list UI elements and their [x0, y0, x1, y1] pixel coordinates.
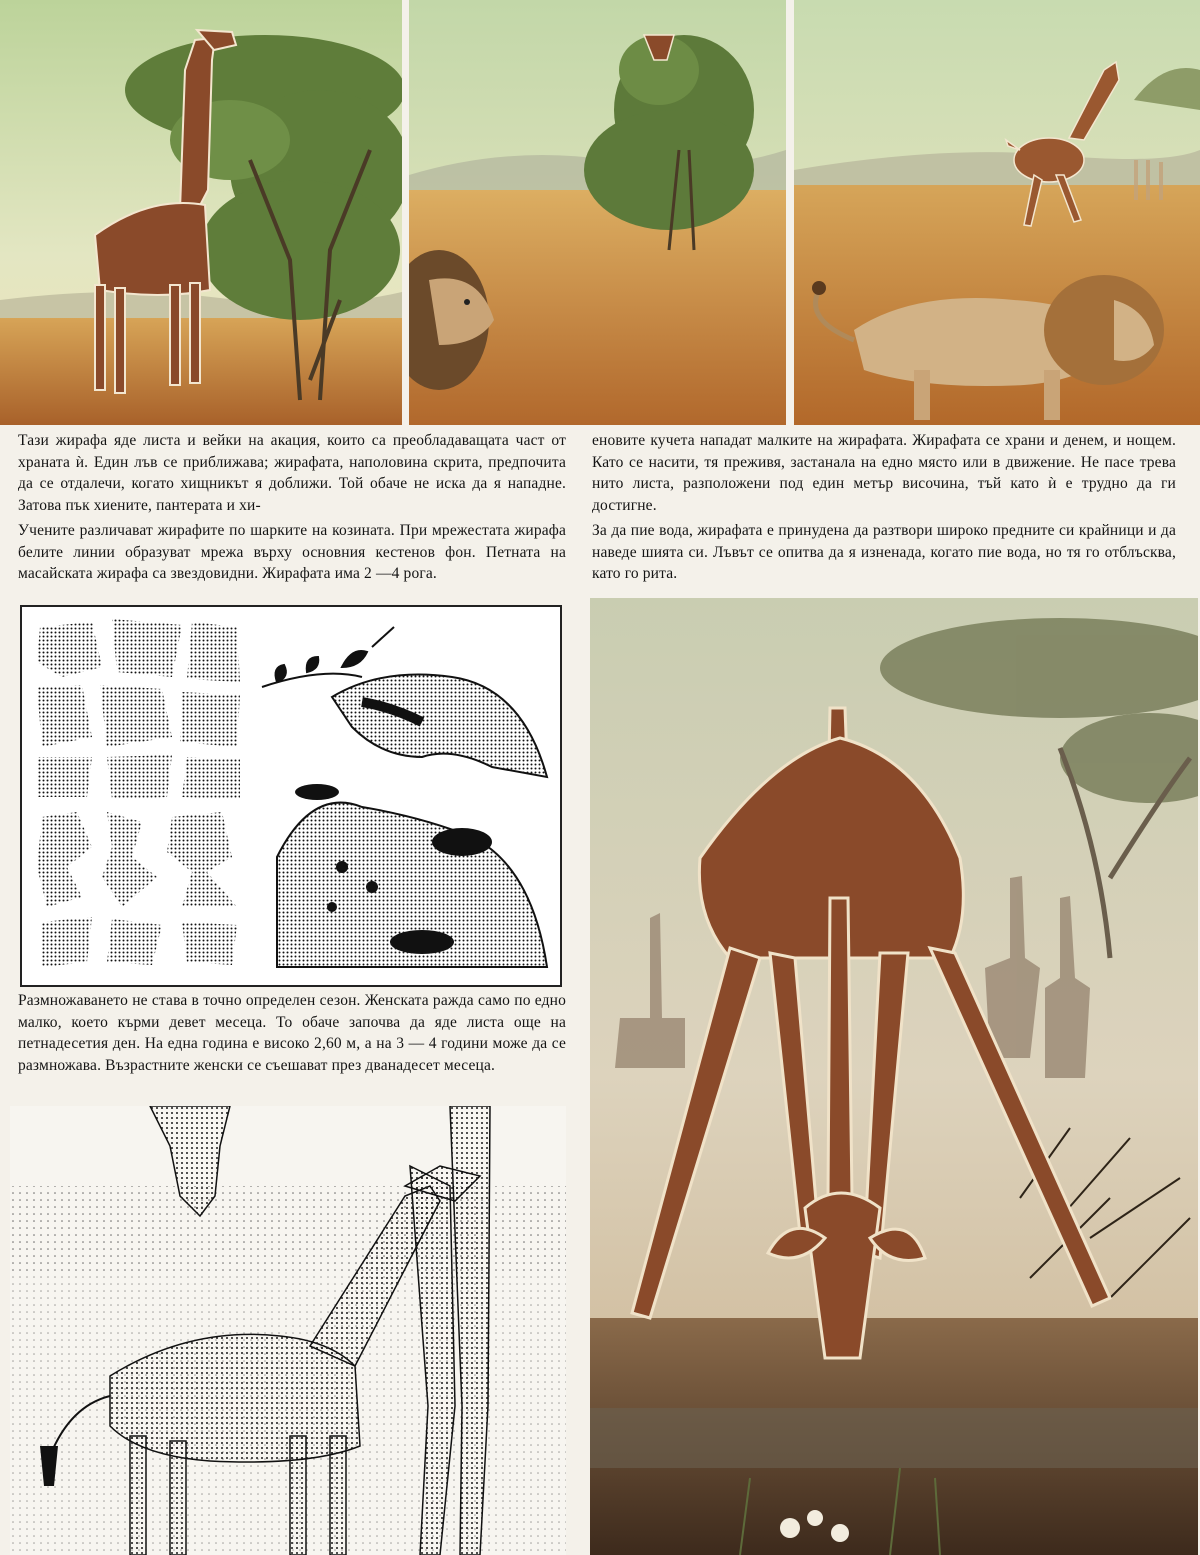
illustration-lion-approaching [409, 0, 786, 425]
paragraph-coat-patterns [18, 520, 566, 585]
paragraph-acacia-diet [18, 430, 566, 516]
paragraph-drinking [592, 520, 1176, 585]
paragraph-text: Размножаването не става в точно определен сезон. Женската ражда само по едно малко, което кърми девет месеца. То обаче започва да яде листа още на петнадесетия ден. На една година е високо 2,60 м, а на 3 — 4 години може да се размножава. Възрастните женски се съешават през дванадесет месеца. [18, 992, 566, 1074]
paragraph-text: еновите кучета нападат малките на жирафата. Жирафата се храни и денем, и нощем. Като се насити, тя преживя, застанала на едно място или в движение. Не пасе трева нито листа, разположени под един метър височина, тъй като ѝ е трудно да ги достигне. [592, 432, 1176, 514]
paragraph-reproduction [18, 990, 566, 1076]
paragraph-text: За да пие вода, жирафата е принудена да разтвори широко предните си крайници и да наведе шията си. Лъвът се опитва да я изненада, когато пие вода, но тя го отблъсква, като го рита. [592, 522, 1176, 582]
illustration-giraffe-fleeing-lion [794, 0, 1200, 425]
paragraph-text: Тази жирафа яде листа и вейки на акация, които са преобладаващата част от храната ѝ. Един лъв се приближава; жирафата, наполовина скрита, предпочита да се отдалечи, когато хищникът я доближи. Той обаче не иска да я нападне. Затова пък хиените, пантерата и хи- [18, 432, 566, 514]
illustration-mother-and-calf [10, 1106, 566, 1555]
illustration-giraffe-drinking [590, 598, 1198, 1555]
illustration-coat-patterns-and-head [20, 605, 562, 987]
illustration-giraffe-eating-acacia [0, 0, 402, 425]
paragraph-text: Учените различават жирафите по шарките на козината. При мрежестата жирафа белите линии образуват мрежа върху основния кестенов фон. Петната на масайската жирафа са звездовидни. Жирафата има 2 —4 рога. [18, 522, 566, 582]
paragraph-hyenas-feeding [592, 430, 1176, 516]
